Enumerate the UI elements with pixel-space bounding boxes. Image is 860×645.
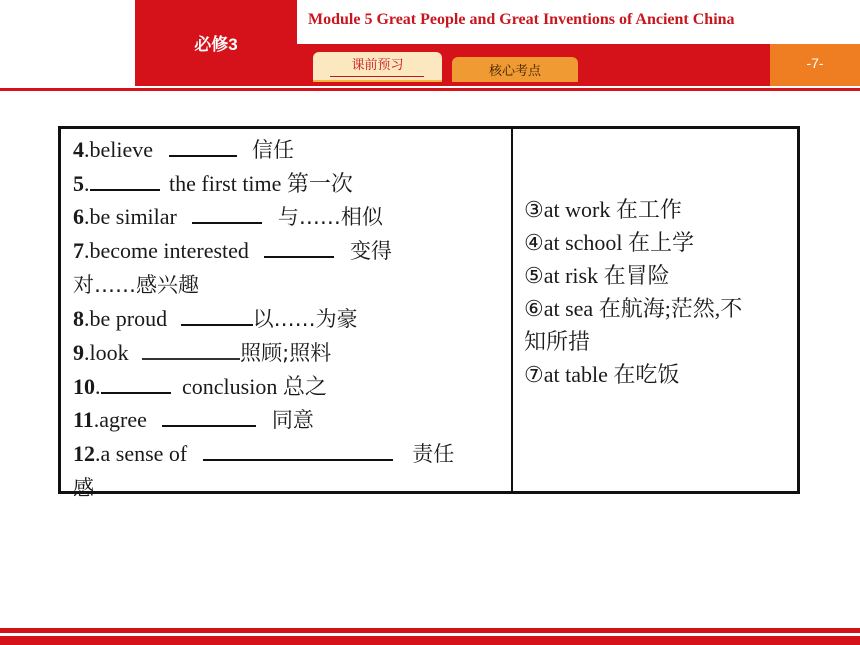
list-item	[73, 336, 493, 370]
list-item: ⑤at risk 在冒险	[524, 263, 670, 288]
footer-rule-thick	[0, 636, 860, 645]
item-number: 9	[73, 340, 84, 365]
table-divider	[511, 129, 513, 491]
book-label-box	[135, 0, 297, 86]
item-meaning: 变得	[349, 239, 392, 263]
item-meaning: the first time 第一次	[163, 171, 353, 196]
answer-blank[interactable]	[162, 407, 256, 427]
list-item	[73, 167, 493, 200]
list-item: ⑦at table 在吃饭	[524, 362, 680, 387]
book-label: 必修3	[194, 35, 238, 54]
answer-blank[interactable]	[192, 204, 262, 224]
list-item	[73, 302, 493, 336]
item-phrase: .	[84, 171, 90, 196]
footer-rule-thin	[0, 628, 860, 633]
item-meaning: 照顾;照料	[240, 341, 332, 365]
tab-core-points[interactable]: 核心考点	[452, 57, 578, 82]
vocabulary-table	[58, 126, 800, 500]
page-number: -7-	[806, 55, 824, 71]
list-item	[73, 403, 493, 437]
answer-blank[interactable]	[101, 374, 171, 394]
item-phrase: .	[95, 374, 101, 399]
item-number: 4	[73, 137, 84, 162]
list-item	[73, 370, 493, 403]
item-phrase: .become interested	[84, 238, 249, 263]
item-meaning: 感	[73, 476, 94, 500]
item-meaning: 与……相似	[277, 205, 383, 229]
header-left-spacer	[0, 0, 135, 86]
list-item: ④at school 在上学	[524, 230, 695, 255]
item-number: 11	[73, 407, 94, 432]
item-meaning: 同意	[271, 408, 314, 432]
item-phrase: .agree	[93, 407, 147, 432]
answer-blank[interactable]	[203, 441, 393, 461]
item-phrase: .be similar	[84, 204, 177, 229]
header-rule	[0, 88, 860, 91]
item-number: 10	[73, 374, 95, 399]
list-item-continued	[73, 268, 493, 302]
list-item-continued: 知所措	[524, 329, 591, 354]
item-number: 7	[73, 238, 84, 263]
item-phrase: .be proud	[84, 306, 168, 331]
right-column	[524, 193, 796, 391]
answer-blank[interactable]	[264, 238, 334, 258]
list-item: ⑥at sea 在航海;茫然,不	[524, 296, 743, 321]
list-item	[73, 133, 493, 167]
list-item-continued	[73, 471, 493, 505]
list-item	[73, 437, 493, 471]
tab-preview[interactable]: 课前预习	[313, 52, 442, 82]
item-phrase: .believe	[84, 137, 154, 162]
list-item	[73, 200, 493, 234]
item-number: 8	[73, 306, 84, 331]
answer-blank[interactable]	[181, 306, 253, 326]
module-title: Module 5 Great People and Great Inventions of Ancient China	[308, 11, 735, 28]
tab-preview-underline	[330, 76, 424, 77]
item-meaning: 对……感兴趣	[73, 273, 199, 297]
answer-blank[interactable]	[90, 171, 160, 191]
list-item: ③at work 在工作	[524, 197, 682, 222]
item-number: 5	[73, 171, 84, 196]
page-number-box	[770, 44, 860, 86]
left-column	[73, 133, 493, 505]
answer-blank[interactable]	[169, 137, 237, 157]
item-meaning: 责任	[412, 442, 455, 466]
item-meaning: 以……为豪	[252, 307, 358, 331]
item-number: 6	[73, 204, 84, 229]
list-item	[73, 234, 493, 268]
answer-blank[interactable]	[142, 340, 240, 360]
item-meaning: 信任	[252, 138, 295, 162]
item-phrase: .a sense of	[95, 441, 188, 466]
item-number: 12	[73, 441, 95, 466]
item-phrase: .look	[84, 340, 129, 365]
item-meaning: conclusion 总之	[176, 374, 327, 399]
